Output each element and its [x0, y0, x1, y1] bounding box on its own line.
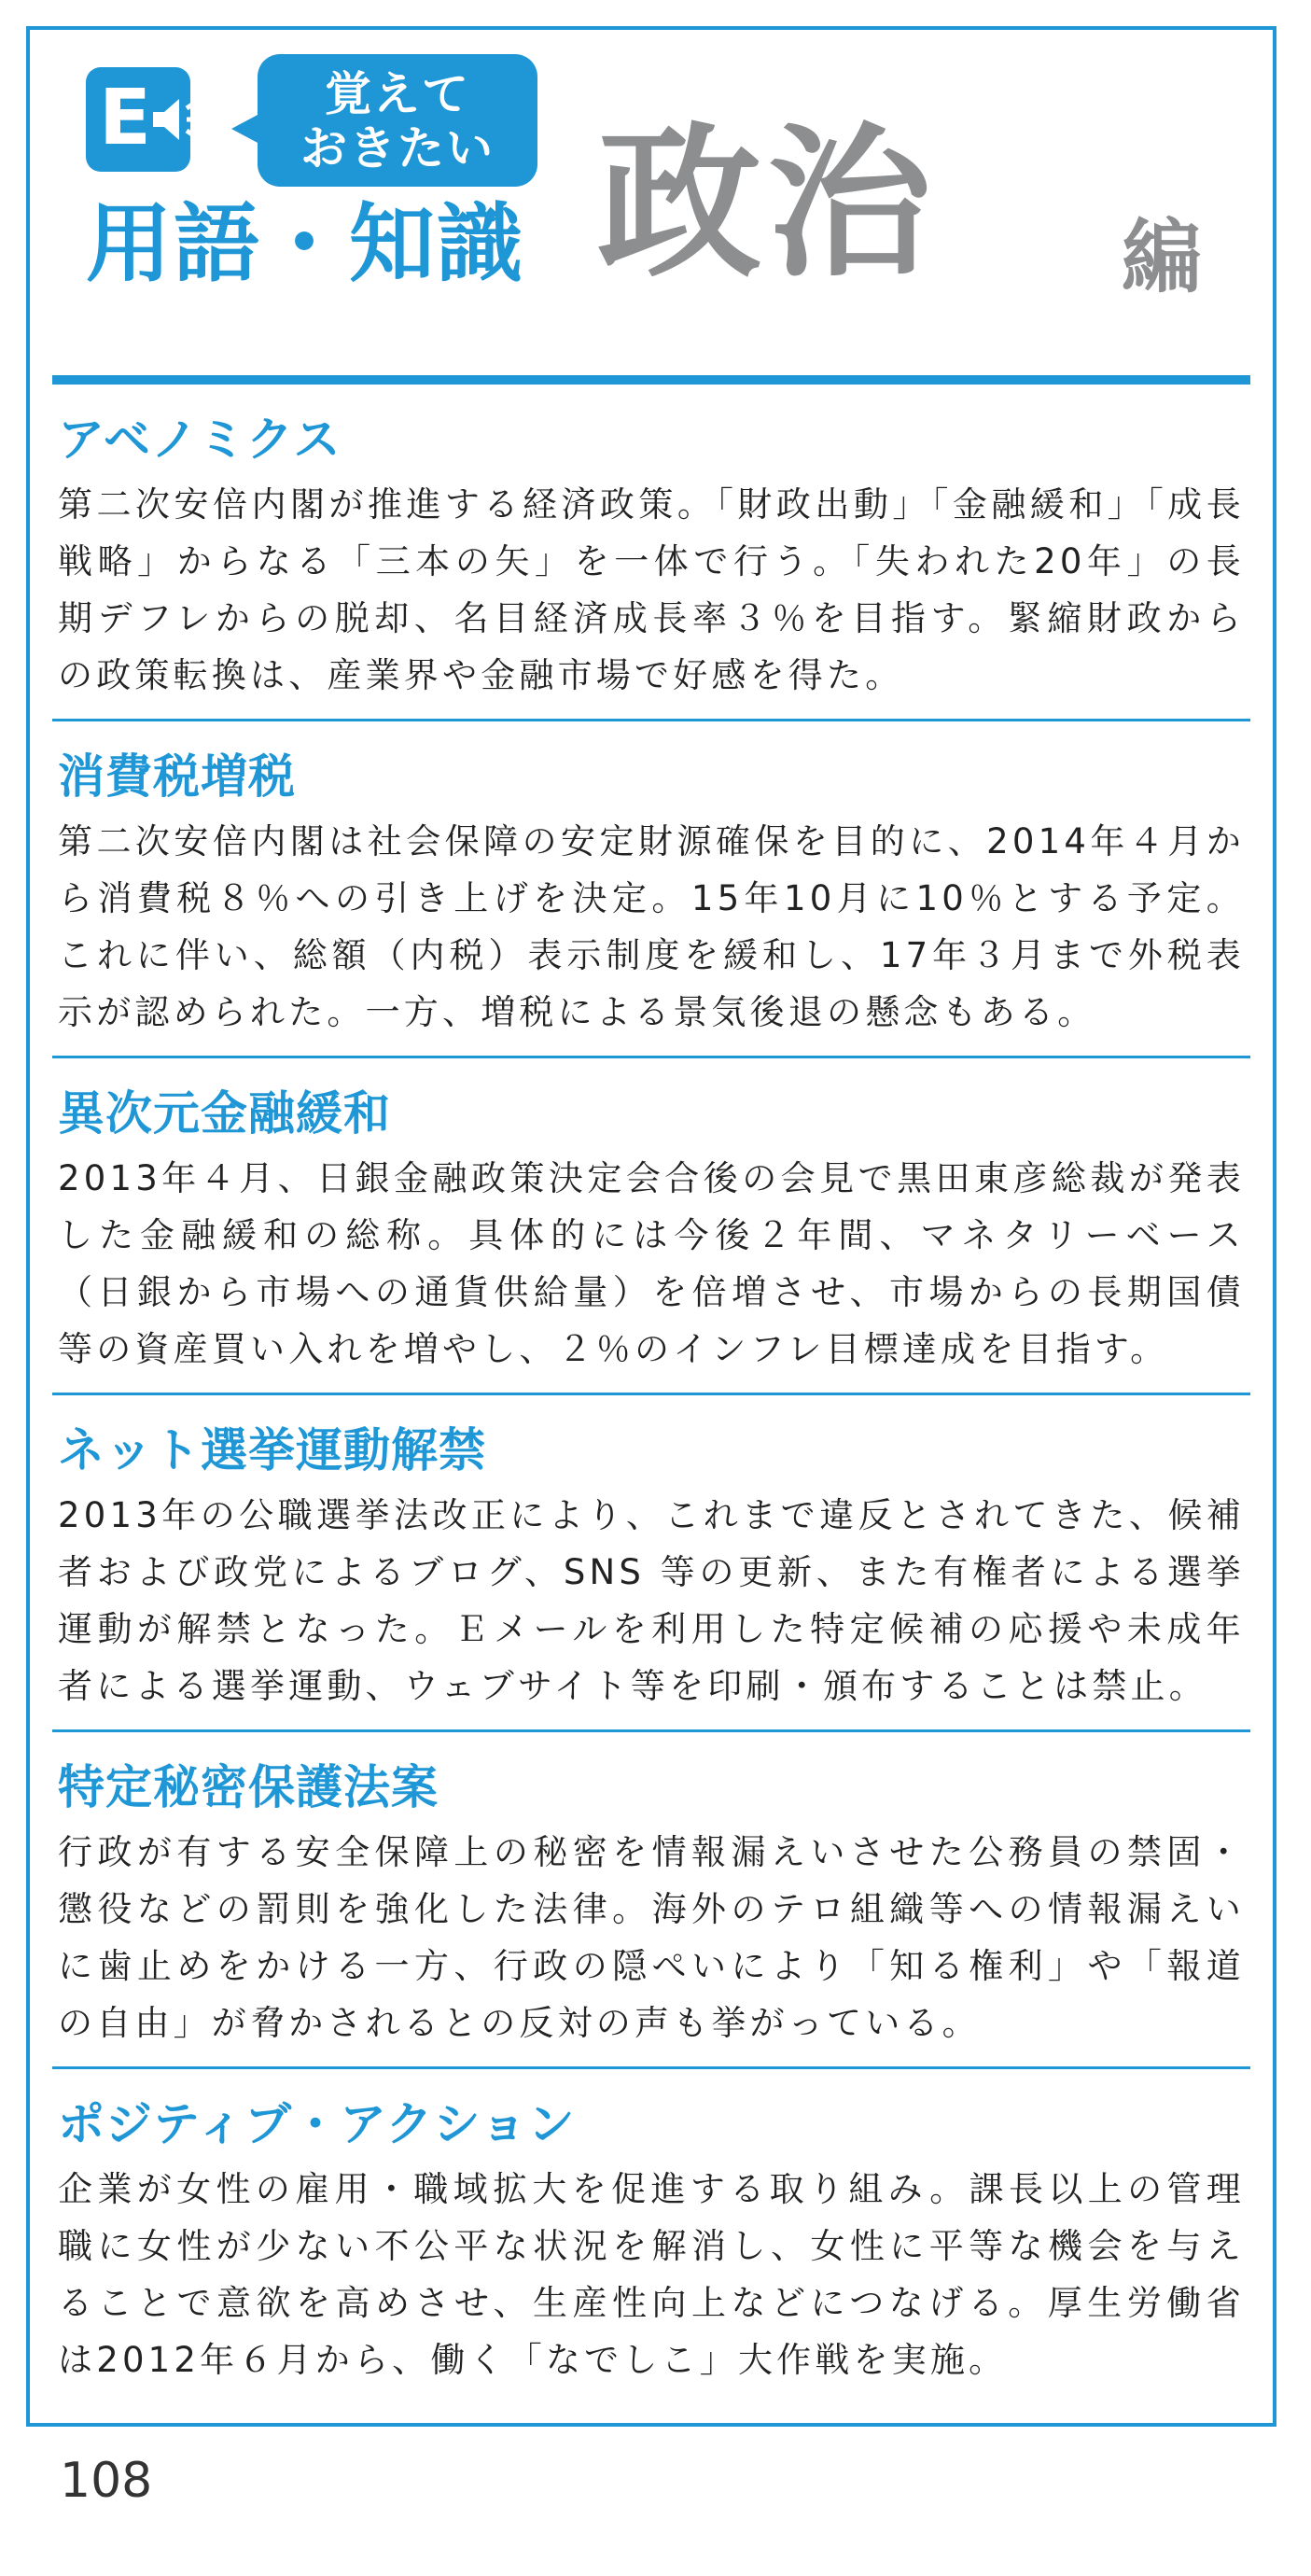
entry-description: 2013年４月、日銀金融政策決定会合後の会見で黒田東彦総裁が発表した金融緩和の総称。具体的には今後２年間、マネタリーベース（日銀から市場への通貨供給量）を倍増させ、市場からの長期国債等の資産買い入れを増やし、２％のインフレ目標達成を目指す。	[58, 1158, 1245, 1369]
entry-description: 第二次安倍内閣は社会保障の安定財源確保を目的に、2014年４月から消費税８％への引き上げを決定。15年10月に10％とする予定。これに伴い、総額（内税）表示制度を緩和し、17年３月まで外税表示が認められた。一方、増税による景気後退の懸念もある。	[58, 821, 1245, 1032]
speech-bubble	[258, 54, 537, 187]
glossary-list	[52, 385, 1250, 2403]
header-divider	[52, 375, 1250, 385]
entry-description: 2013年の公職選挙法改正により、これまで違反とされてきた、候補者および政党によるブログ、SNS 等の更新、また有権者による選挙運動が解禁となった。Ｅメールを利用した特定候補の応援や未成年者による選挙運動、ウェブサイト等を印刷・頒布することは禁止。	[58, 1495, 1245, 1706]
speech-bubble-tail	[231, 114, 259, 144]
logo-badge	[86, 67, 190, 172]
badge-title: 用語・知識	[86, 194, 525, 294]
entry-description: 第二次安倍内閣が推進する経済政策。「財政出動」「金融緩和」「成長戦略」からなる「三本の矢」を一体で行う。「失われた20年」の長期デフレからの脱却、名目経済成長率３％を目指す。緊縮財政からの政策転換は、産業界や金融市場で好感を得た。	[58, 484, 1245, 695]
page-number: 108	[60, 2453, 153, 2509]
entry-term: 消費税増税	[58, 749, 296, 804]
entry-term: 異次元金融緩和	[58, 1086, 391, 1141]
bubble-line-2: おきたい	[300, 121, 495, 175]
bubble-line-1: 覚えて	[325, 67, 470, 121]
page-title: 政治	[597, 106, 938, 300]
glossary-entry	[52, 1395, 1250, 1732]
speaker-icon	[151, 91, 207, 147]
page-title-suffix: 編	[1122, 210, 1202, 304]
glossary-entry	[52, 385, 1250, 721]
glossary-entry	[52, 2069, 1250, 2403]
entry-term: 特定秘密保護法案	[58, 1760, 439, 1814]
glossary-entry	[52, 721, 1250, 1058]
logo-letter: E	[99, 74, 152, 162]
entry-description: 企業が女性の雇用・職域拡大を促進する取り組み。課長以上の管理職に女性が少ない不公平な状況を解消し、女性に平等な機会を与えることで意欲を高めさせ、生産性向上などにつなげる。厚生労働省は2012年６月から、働く「なでしこ」大作戦を実施。	[58, 2169, 1245, 2380]
entry-term: ネット選挙運動解禁	[58, 1423, 486, 1477]
glossary-entry	[52, 1058, 1250, 1395]
entry-description: 行政が有する安全保障上の秘密を情報漏えいさせた公務員の禁固・懲役などの罰則を強化した法律。海外のテロ組織等への情報漏えいに歯止めをかける一方、行政の隠ぺいにより「知る権利」や「報道の自由」が脅かされるとの反対の声も挙がっている。	[58, 1832, 1245, 2043]
entry-term: ポジティブ・アクション	[58, 2097, 576, 2151]
bubble-text	[258, 67, 537, 175]
entry-term: アベノミクス	[58, 413, 342, 467]
glossary-entry	[52, 1732, 1250, 2069]
